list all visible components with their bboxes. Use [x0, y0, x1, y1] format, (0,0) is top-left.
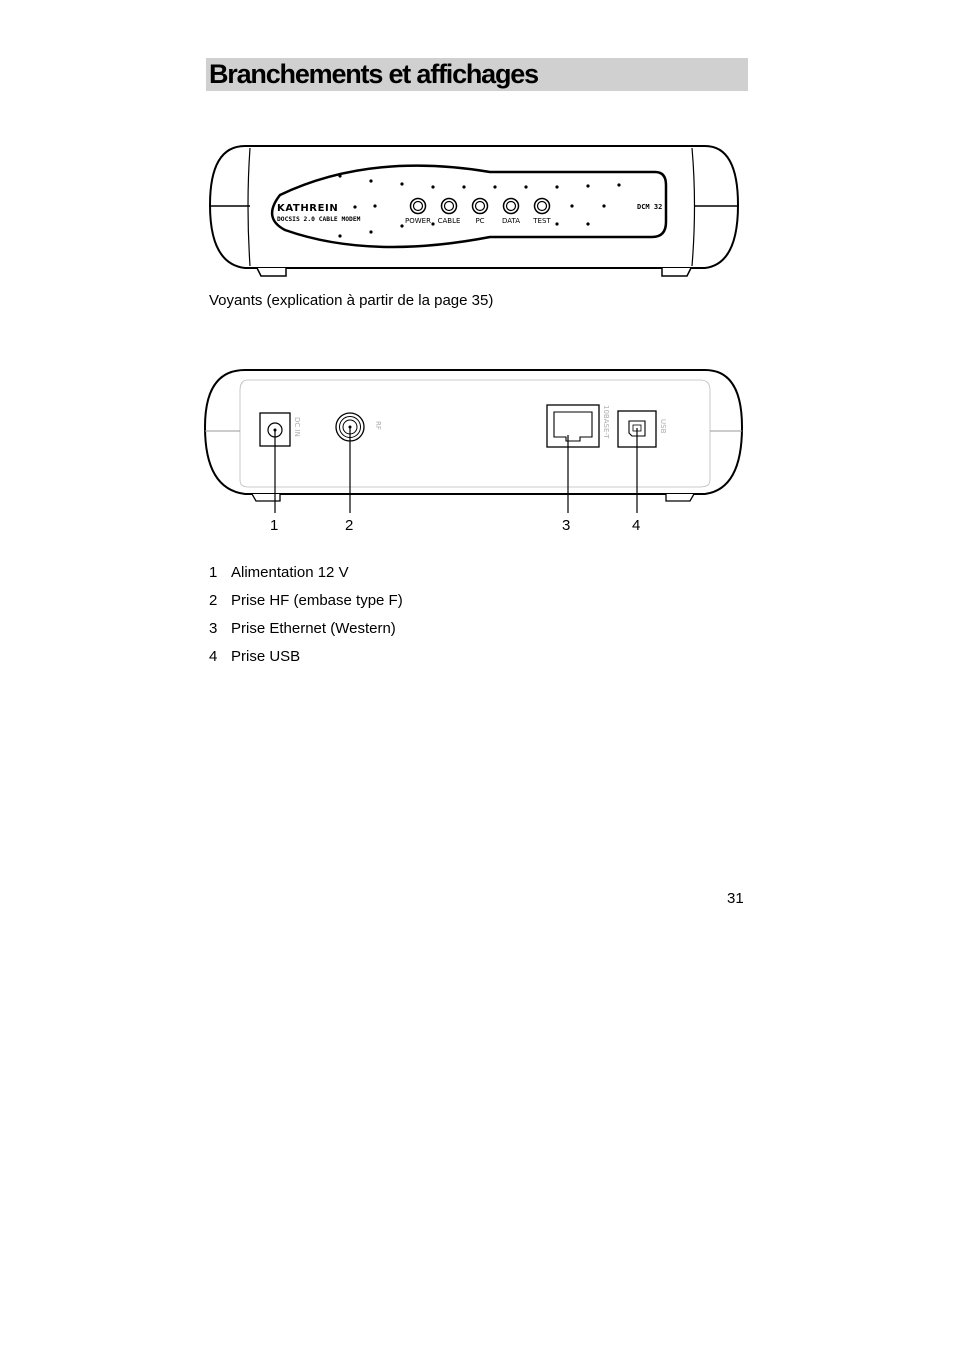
model-label: DCM 32 — [637, 203, 663, 211]
list-item: 4 Prise USB — [209, 648, 301, 665]
list-item: 2 Prise HF (embase type F) — [209, 592, 403, 609]
brand-logo: KATHREIN — [277, 203, 339, 214]
modem-front-illustration — [200, 140, 750, 285]
svg-text:CABLE: CABLE — [437, 217, 461, 225]
svg-text:RF: RF — [374, 421, 382, 430]
svg-text:10BASE-T: 10BASE-T — [602, 405, 610, 439]
page-title: Branchements et affichages — [209, 59, 538, 89]
modem-subtitle: DOCSIS 2.0 CABLE MODEM — [277, 216, 361, 223]
svg-text:USB: USB — [659, 419, 667, 434]
callout-4: 4 — [632, 517, 641, 534]
callout-2: 2 — [345, 517, 354, 534]
list-item: 1 Alimentation 12 V — [209, 564, 349, 581]
svg-text:DC IN: DC IN — [293, 417, 301, 437]
page-number: 31 — [727, 890, 744, 907]
leds-caption: Voyants (explication à partir de la page 35) — [209, 292, 494, 309]
svg-text:PC: PC — [475, 217, 485, 225]
title-bar — [206, 58, 748, 91]
list-item: 3 Prise Ethernet (Western) — [209, 620, 396, 637]
svg-text:DATA: DATA — [501, 217, 521, 225]
modem-rear-illustration — [200, 365, 750, 515]
svg-text:POWER: POWER — [405, 217, 431, 225]
callout-3: 3 — [562, 517, 571, 534]
port-legend — [209, 563, 403, 675]
svg-text:TEST: TEST — [533, 217, 551, 225]
callout-1: 1 — [270, 517, 279, 534]
